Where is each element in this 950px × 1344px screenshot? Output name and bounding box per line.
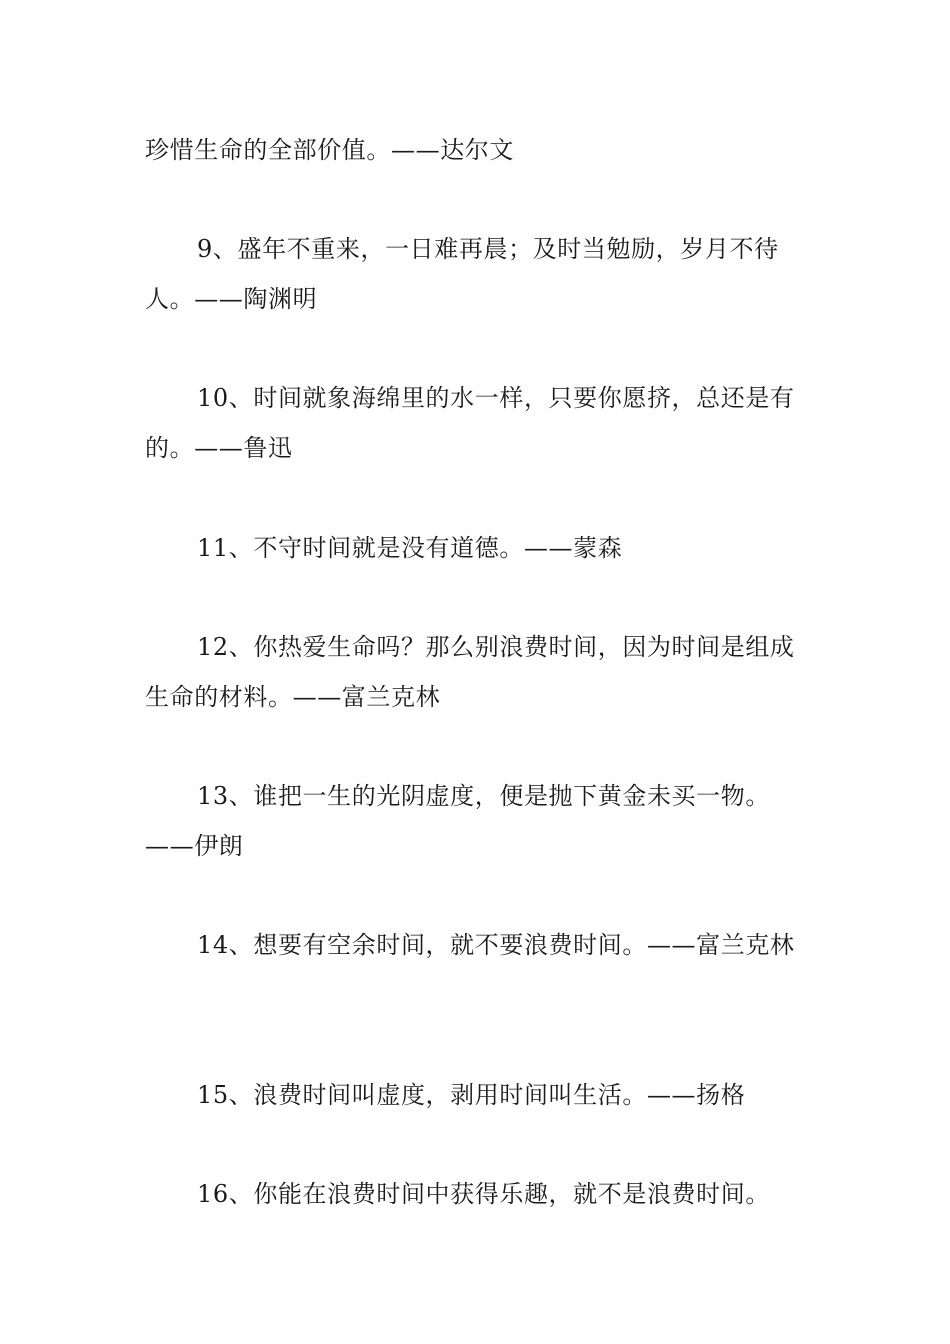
quote-paragraph-15: 15、浪费时间叫虚度，剥用时间叫生活。——扬格 bbox=[197, 1081, 746, 1109]
quote-paragraph-13: 13、谁把一生的光阴虚度，便是抛下黄金未买一物。——伊朗 bbox=[145, 782, 770, 860]
quote-paragraph-11: 11、不守时间就是没有道德。——蒙森 bbox=[197, 534, 623, 562]
quote-paragraph-14: 14、想要有空余时间，就不要浪费时间。——富兰克林 bbox=[197, 931, 795, 959]
quote-paragraph-continuation: 珍惜生命的全部价值。——达尔文 bbox=[145, 136, 514, 164]
quote-paragraph-10: 10、时间就象海绵里的水一样，只要你愿挤，总还是有的。——鲁迅 bbox=[145, 384, 795, 462]
quote-paragraph-16: 16、你能在浪费时间中获得乐趣，就不是浪费时间。 bbox=[197, 1180, 770, 1208]
quote-paragraph-12: 12、你热爱生命吗？那么别浪费时间，因为时间是组成生命的材料。——富兰克林 bbox=[145, 633, 795, 711]
quote-paragraph-9: 9、盛年不重来，一日难再晨；及时当勉励，岁月不待人。——陶渊明 bbox=[145, 235, 779, 313]
